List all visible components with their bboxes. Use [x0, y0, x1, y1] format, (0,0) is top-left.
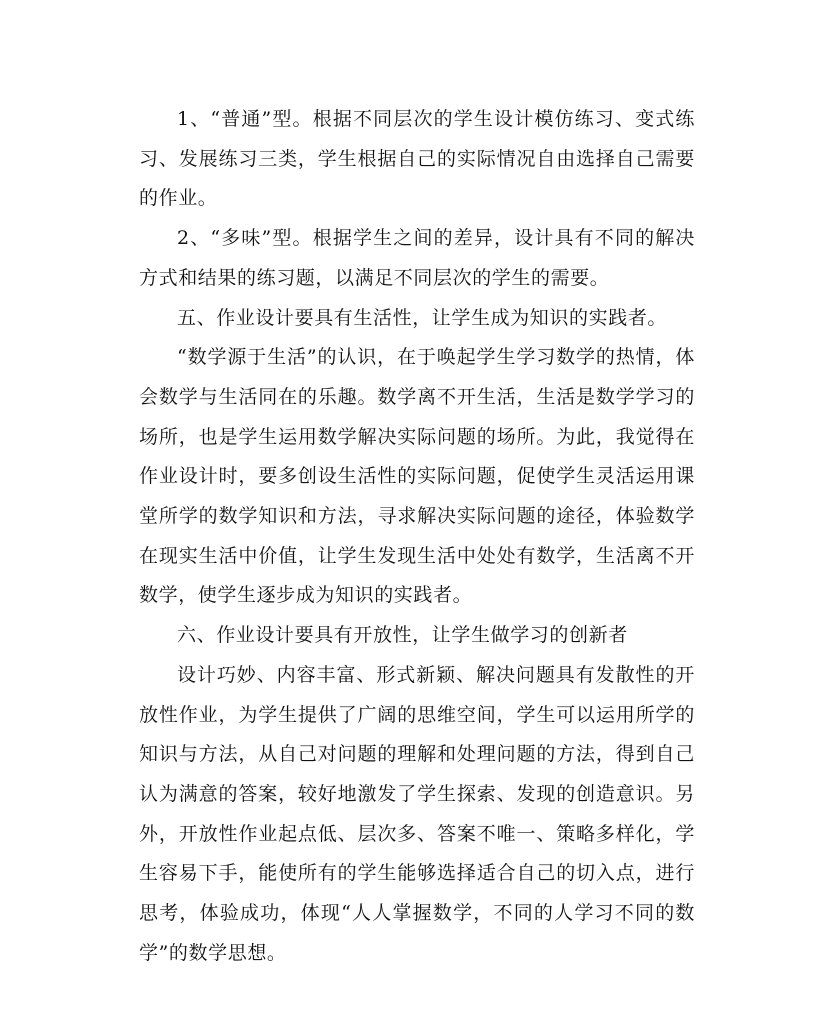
- document-body: [139, 100, 695, 973]
- paragraph-life-practice: “数学源于生活”的认识，在于唤起学生学习数学的热情，体会数学与生活同在的乐趣。数学离不开生活，生活是数学学习的场所，也是学生运用数学解决实际问题的场所。为此，我觉得在作业设计时，要多创设生活性的实际问题，促使学生灵活运用课堂所学的数学知识和方法，寻求解决实际问题的途径，体验数学在现实生活中价值，让学生发现生活中处处有数学，生活离不开数学，使学生逐步成为知识的实践者。: [139, 346, 695, 607]
- paragraph-varied-type: 2、“多味”型。根据学生之间的差异，设计具有不同的解决方式和结果的练习题，以满足不同层次的学生的需要。: [139, 227, 695, 289]
- paragraph-ordinary-type: 1、“普通”型。根据不同层次的学生设计模仿练习、变式练习、发展练习三类，学生根据自己的实际情况自由选择自己需要的作业。: [139, 108, 695, 210]
- section-heading-five: 五、作业设计要具有生活性，让学生成为知识的实践者。: [177, 306, 668, 329]
- section-heading-six: 六、作业设计要具有开放性，让学生做学习的创新者: [177, 624, 628, 647]
- paragraph-open-homework: 设计巧妙、内容丰富、形式新颖、解决问题具有发散性的开放性作业，为学生提供了广阔的思维空间，学生可以运用所学的知识与方法，从自己对问题的理解和处理问题的方法，得到自己认为满意的答案，较好地激发了学生探索、发现的创造意识。另外，开放性作业起点低、层次多、答案不唯一、策略多样化，学生容易下手，能使所有的学生能够选择适合自己的切入点，进行思考，体验成功，体现“人人掌握数学，不同的人学习不同的数学”的数学思想。: [139, 663, 695, 964]
